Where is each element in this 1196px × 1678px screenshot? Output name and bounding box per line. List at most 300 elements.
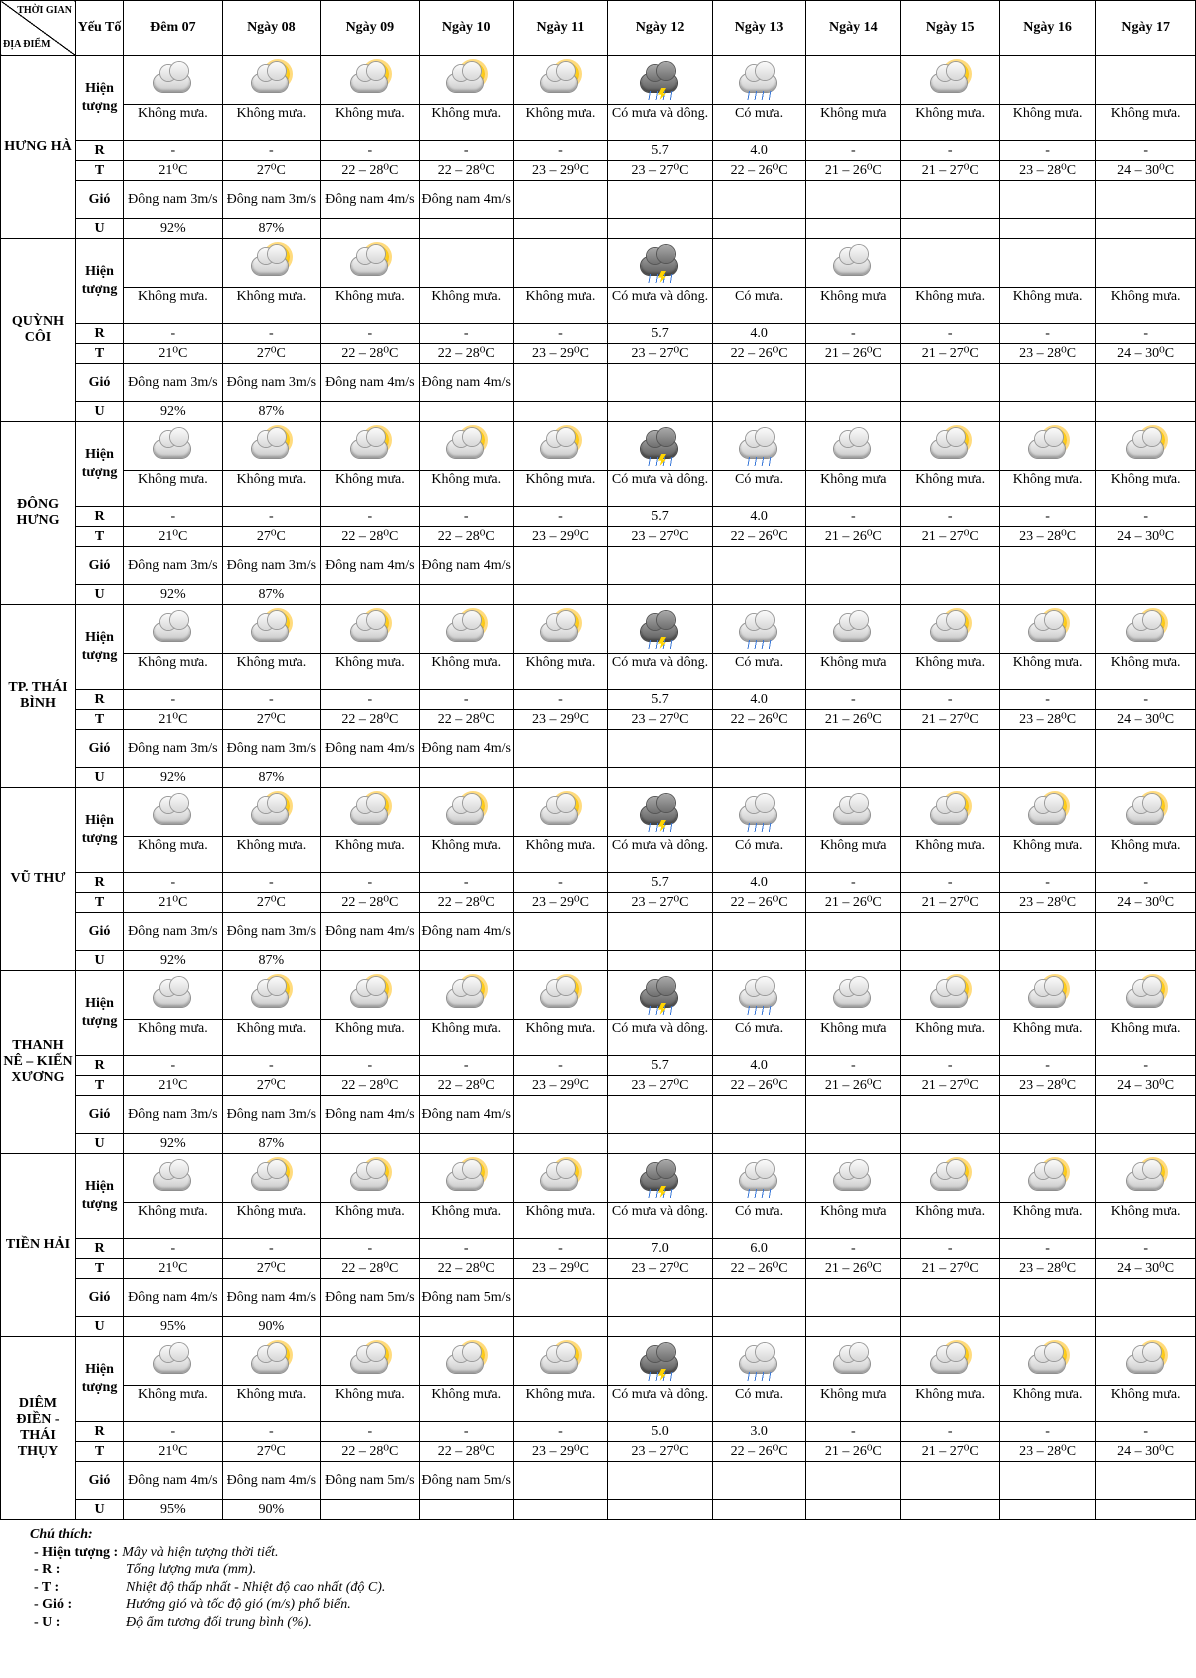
icon-cell xyxy=(419,788,513,837)
rain-cell: - xyxy=(806,873,901,893)
sun-cloud-icon xyxy=(1123,975,1169,1015)
icon-cell xyxy=(124,239,223,288)
temperature-cell: 24 – 30⁰C xyxy=(1096,1442,1196,1462)
element-label-wind: Gió xyxy=(75,1096,123,1134)
cloud-icon xyxy=(351,623,387,641)
temperature-cell: 21 – 27⁰C xyxy=(901,161,1000,181)
humidity-cell xyxy=(712,951,805,971)
icon-cell xyxy=(901,56,1000,105)
temperature-cell: 24 – 30⁰C xyxy=(1096,893,1196,913)
description-cell: Không mưa. xyxy=(1096,471,1196,507)
storm-cloud-icon xyxy=(641,1355,677,1373)
temperature-cell: 22 – 26⁰C xyxy=(712,1442,805,1462)
cloud-icon xyxy=(834,989,870,1007)
temperature-cell: 23 – 28⁰C xyxy=(999,710,1095,730)
element-label-wind: Gió xyxy=(75,181,123,219)
wind-cell xyxy=(608,547,713,585)
wind-cell xyxy=(901,364,1000,402)
day-header: Ngày 16 xyxy=(999,1,1095,56)
icon-row xyxy=(1,1154,1196,1203)
wind-cell xyxy=(806,1279,901,1317)
icon-cell xyxy=(222,1154,321,1203)
humidity-cell xyxy=(806,585,901,605)
rain-cell: - xyxy=(806,690,901,710)
rain-cell: - xyxy=(222,690,321,710)
cloud-icon xyxy=(252,623,288,641)
sun-cloud-icon xyxy=(248,609,294,649)
temperature-cell: 23 – 28⁰C xyxy=(999,527,1095,547)
temperature-cell: 21 – 27⁰C xyxy=(901,710,1000,730)
rain-cell: - xyxy=(806,324,901,344)
legend-value: Mây và hiện tượng thời tiết. xyxy=(122,1544,279,1560)
day-header: Ngày 11 xyxy=(513,1,607,56)
storm-cloud-icon xyxy=(641,806,677,824)
wind-cell: Đông nam 5m/s xyxy=(419,1462,513,1500)
humidity-cell xyxy=(806,951,901,971)
temperature-cell: 21⁰C xyxy=(124,161,223,181)
cloud-icon xyxy=(154,989,190,1007)
icon-cell xyxy=(419,605,513,654)
description-cell: Không mưa. xyxy=(513,837,607,873)
temperature-cell: 27⁰C xyxy=(222,1442,321,1462)
humidity-cell xyxy=(608,402,713,422)
wind-cell: Đông nam 3m/s xyxy=(222,1096,321,1134)
rain-row xyxy=(1,873,1196,893)
humidity-cell xyxy=(321,1317,420,1337)
rain-cell: - xyxy=(1096,507,1196,527)
rain-cell: - xyxy=(222,1422,321,1442)
humidity-cell xyxy=(712,1317,805,1337)
sun-cloud-icon xyxy=(347,609,393,649)
cloudy-icon xyxy=(150,792,196,832)
description-cell: Không mưa xyxy=(806,837,901,873)
description-cell: Có mưa và dông. xyxy=(608,654,713,690)
description-cell: Không mưa. xyxy=(321,837,420,873)
icon-cell xyxy=(712,605,805,654)
description-cell: Có mưa. xyxy=(712,471,805,507)
humidity-cell xyxy=(712,402,805,422)
rain-cell: - xyxy=(901,1056,1000,1076)
rain-cell: - xyxy=(999,507,1095,527)
rain-cell: - xyxy=(901,1422,1000,1442)
icon-row xyxy=(1,1337,1196,1386)
sun-cloud-icon xyxy=(347,792,393,832)
element-label-phenomenon: Hiện tượng xyxy=(75,788,123,873)
legend-key: - R : xyxy=(34,1562,61,1577)
cloud-icon xyxy=(252,74,288,92)
rain-cell: 4.0 xyxy=(712,507,805,527)
wind-row xyxy=(1,364,1196,402)
cloud-icon xyxy=(154,623,190,641)
humidity-cell xyxy=(419,585,513,605)
day-header: Ngày 14 xyxy=(806,1,901,56)
wind-row xyxy=(1,547,1196,585)
humidity-row xyxy=(1,1134,1196,1154)
rain-icon xyxy=(736,60,782,100)
rain-cell: - xyxy=(419,141,513,161)
element-label-t: T xyxy=(75,527,123,547)
legend-item xyxy=(30,1579,1196,1597)
description-cell: Không mưa. xyxy=(124,288,223,324)
description-cell: Không mưa. xyxy=(419,654,513,690)
wind-cell xyxy=(806,913,901,951)
element-label-u: U xyxy=(75,585,123,605)
day-header: Ngày 10 xyxy=(419,1,513,56)
icon-cell xyxy=(222,788,321,837)
wind-cell xyxy=(712,1279,805,1317)
cloud-icon xyxy=(740,989,776,1007)
humidity-cell: 92% xyxy=(124,1134,223,1154)
cloud-icon xyxy=(154,440,190,458)
rain-cell: - xyxy=(999,1239,1095,1259)
icon-row xyxy=(1,788,1196,837)
rain-drops-icon xyxy=(746,1189,774,1198)
temperature-cell: 27⁰C xyxy=(222,1076,321,1096)
wind-cell: Đông nam 4m/s xyxy=(321,913,420,951)
cloud-icon xyxy=(541,440,577,458)
description-cell: Có mưa. xyxy=(712,654,805,690)
wind-cell xyxy=(999,364,1095,402)
element-label-phenomenon: Hiện tượng xyxy=(75,605,123,690)
humidity-cell: 90% xyxy=(222,1317,321,1337)
sun-cloud-icon xyxy=(1025,792,1071,832)
description-cell: Không mưa. xyxy=(419,837,513,873)
cloud-icon xyxy=(740,74,776,92)
cloud-icon xyxy=(252,440,288,458)
description-cell: Không mưa. xyxy=(513,1203,607,1239)
temperature-row xyxy=(1,1259,1196,1279)
humidity-cell xyxy=(712,219,805,239)
icon-cell xyxy=(999,605,1095,654)
description-cell: Không mưa. xyxy=(124,837,223,873)
sun-cloud-icon xyxy=(927,1341,973,1381)
temperature-cell: 21⁰C xyxy=(124,344,223,364)
icon-cell xyxy=(513,605,607,654)
rain-cell: - xyxy=(1096,324,1196,344)
icon-cell xyxy=(712,788,805,837)
sun-cloud-icon xyxy=(537,1341,583,1381)
rain-cell: - xyxy=(999,324,1095,344)
humidity-cell xyxy=(999,951,1095,971)
cloud-icon xyxy=(252,989,288,1007)
cloud-icon xyxy=(154,74,190,92)
icon-cell xyxy=(124,56,223,105)
sun-cloud-icon xyxy=(927,60,973,100)
humidity-cell xyxy=(321,402,420,422)
description-cell: Không mưa. xyxy=(222,1386,321,1422)
storm-cloud-icon xyxy=(641,989,677,1007)
temperature-cell: 27⁰C xyxy=(222,710,321,730)
humidity-cell xyxy=(1096,402,1196,422)
element-label-r: R xyxy=(75,1056,123,1076)
element-label-u: U xyxy=(75,1500,123,1520)
icon-cell xyxy=(1096,422,1196,471)
wind-row xyxy=(1,181,1196,219)
icon-cell xyxy=(321,788,420,837)
rain-cell: - xyxy=(321,690,420,710)
temperature-cell: 23 – 27⁰C xyxy=(608,710,713,730)
element-label-t: T xyxy=(75,893,123,913)
temperature-cell: 22 – 28⁰C xyxy=(321,1259,420,1279)
description-cell: Không mưa xyxy=(806,1203,901,1239)
rain-cell: 5.7 xyxy=(608,507,713,527)
wind-cell xyxy=(712,181,805,219)
icon-cell xyxy=(999,788,1095,837)
icon-cell xyxy=(999,1154,1095,1203)
sun-cloud-icon xyxy=(347,426,393,466)
element-column-header: Yếu Tố xyxy=(75,1,123,56)
humidity-cell xyxy=(419,219,513,239)
temperature-cell: 23 – 29⁰C xyxy=(513,344,607,364)
location-name: HƯNG HÀ xyxy=(1,56,76,239)
icon-cell xyxy=(1096,788,1196,837)
sun-cloud-icon xyxy=(927,975,973,1015)
storm-cloud-icon xyxy=(641,74,677,92)
cloudy-icon xyxy=(830,609,876,649)
cloud-icon xyxy=(252,1172,288,1190)
cloudy-icon xyxy=(830,243,876,283)
day-header: Ngày 09 xyxy=(321,1,420,56)
icon-cell xyxy=(608,1154,713,1203)
sun-cloud-icon xyxy=(1025,1341,1071,1381)
forecast-body xyxy=(1,56,1196,1520)
humidity-cell xyxy=(419,951,513,971)
description-cell: Không mưa. xyxy=(222,1203,321,1239)
rain-cell: - xyxy=(222,324,321,344)
cloud-icon xyxy=(447,623,483,641)
humidity-cell xyxy=(1096,1317,1196,1337)
temperature-cell: 21 – 26⁰C xyxy=(806,1259,901,1279)
humidity-cell: 92% xyxy=(124,585,223,605)
description-cell: Không mưa. xyxy=(1096,105,1196,141)
sun-cloud-icon xyxy=(927,609,973,649)
description-cell: Không mưa. xyxy=(901,1386,1000,1422)
element-label-r: R xyxy=(75,141,123,161)
temperature-cell: 22 – 28⁰C xyxy=(321,161,420,181)
cloud-icon xyxy=(1029,806,1065,824)
element-label-phenomenon: Hiện tượng xyxy=(75,56,123,141)
temperature-cell: 24 – 30⁰C xyxy=(1096,161,1196,181)
sun-cloud-icon xyxy=(443,60,489,100)
description-cell: Có mưa. xyxy=(712,105,805,141)
icon-cell xyxy=(901,1154,1000,1203)
icon-cell xyxy=(124,971,223,1020)
legend-item xyxy=(30,1544,1196,1562)
rain-cell: - xyxy=(513,1056,607,1076)
cloud-icon xyxy=(447,74,483,92)
description-cell: Không mưa. xyxy=(901,654,1000,690)
wind-cell xyxy=(999,913,1095,951)
wind-cell xyxy=(513,547,607,585)
cloud-icon xyxy=(834,1355,870,1373)
description-cell: Không mưa xyxy=(806,654,901,690)
description-cell: Không mưa. xyxy=(901,1203,1000,1239)
cloudy-icon xyxy=(830,1158,876,1198)
icon-cell xyxy=(321,971,420,1020)
description-cell: Không mưa. xyxy=(124,1203,223,1239)
icon-cell xyxy=(321,422,420,471)
rain-cell: - xyxy=(419,873,513,893)
cloudy-icon xyxy=(150,1158,196,1198)
temperature-row xyxy=(1,527,1196,547)
cloudy-icon xyxy=(830,1341,876,1381)
description-cell: Không mưa xyxy=(806,288,901,324)
icon-cell xyxy=(124,1337,223,1386)
rain-row xyxy=(1,1422,1196,1442)
rain-cell: - xyxy=(124,141,223,161)
humidity-cell xyxy=(901,585,1000,605)
humidity-cell xyxy=(513,1317,607,1337)
location-name: QUỲNH CÔI xyxy=(1,239,76,422)
cloudy-icon xyxy=(830,975,876,1015)
legend-key: - T : xyxy=(34,1579,60,1595)
wind-cell xyxy=(999,730,1095,768)
cloud-icon xyxy=(541,1355,577,1373)
wind-cell: Đông nam 4m/s xyxy=(222,1279,321,1317)
humidity-cell xyxy=(712,1500,805,1520)
element-label-u: U xyxy=(75,768,123,788)
icon-cell xyxy=(806,1337,901,1386)
humidity-cell xyxy=(712,585,805,605)
rain-cell: - xyxy=(1096,1239,1196,1259)
wind-cell xyxy=(901,181,1000,219)
location-name: DIÊM ĐIỀN - THÁI THỤY xyxy=(1,1337,76,1520)
humidity-cell xyxy=(999,768,1095,788)
humidity-cell xyxy=(321,1500,420,1520)
rain-cell: 4.0 xyxy=(712,873,805,893)
humidity-cell xyxy=(901,1317,1000,1337)
rain-cell: - xyxy=(999,141,1095,161)
temperature-cell: 21 – 26⁰C xyxy=(806,1076,901,1096)
temperature-cell: 24 – 30⁰C xyxy=(1096,1259,1196,1279)
sun-cloud-icon xyxy=(347,243,393,283)
temperature-cell: 21 – 27⁰C xyxy=(901,344,1000,364)
wind-cell xyxy=(901,1096,1000,1134)
cloud-icon xyxy=(351,806,387,824)
rain-cell: - xyxy=(321,324,420,344)
wind-cell: Đông nam 4m/s xyxy=(321,181,420,219)
rain-cell: - xyxy=(419,1239,513,1259)
cloud-icon xyxy=(351,989,387,1007)
storm-cloud-icon xyxy=(641,257,677,275)
thunderstorm-icon xyxy=(637,426,683,466)
description-cell: Không mưa. xyxy=(999,471,1095,507)
temperature-cell: 21 – 27⁰C xyxy=(901,1442,1000,1462)
sun-cloud-icon xyxy=(1025,975,1071,1015)
rain-cell: - xyxy=(999,690,1095,710)
description-cell: Không mưa. xyxy=(513,105,607,141)
description-cell: Không mưa. xyxy=(1096,837,1196,873)
temperature-cell: 22 – 26⁰C xyxy=(712,893,805,913)
rain-cell: 5.7 xyxy=(608,324,713,344)
cloud-icon xyxy=(154,806,190,824)
rain-cell: - xyxy=(513,507,607,527)
description-cell: Không mưa. xyxy=(513,288,607,324)
cloud-icon xyxy=(447,989,483,1007)
icon-cell xyxy=(513,1337,607,1386)
rain-cell: - xyxy=(124,1422,223,1442)
legend xyxy=(0,1520,1196,1631)
humidity-cell xyxy=(806,1317,901,1337)
cloud-icon xyxy=(154,1355,190,1373)
rain-cell: - xyxy=(999,873,1095,893)
description-cell: Không mưa. xyxy=(1096,1386,1196,1422)
cloud-icon xyxy=(447,806,483,824)
description-cell: Không mưa. xyxy=(222,837,321,873)
wind-cell xyxy=(608,181,713,219)
humidity-cell xyxy=(513,768,607,788)
temperature-cell: 27⁰C xyxy=(222,527,321,547)
description-cell: Không mưa. xyxy=(419,1020,513,1056)
icon-cell xyxy=(321,605,420,654)
description-cell: Có mưa. xyxy=(712,288,805,324)
icon-cell xyxy=(901,1337,1000,1386)
element-label-wind: Gió xyxy=(75,913,123,951)
wind-cell: Đông nam 3m/s xyxy=(222,913,321,951)
icon-cell xyxy=(806,422,901,471)
rain-cell: - xyxy=(419,324,513,344)
cloud-icon xyxy=(351,1355,387,1373)
temperature-cell: 21 – 26⁰C xyxy=(806,1442,901,1462)
icon-cell xyxy=(901,788,1000,837)
rain-cell: - xyxy=(513,690,607,710)
humidity-cell xyxy=(806,1500,901,1520)
cloud-icon xyxy=(252,1355,288,1373)
cloud-icon xyxy=(154,1172,190,1190)
icon-cell xyxy=(712,1154,805,1203)
icon-cell xyxy=(712,422,805,471)
icon-cell xyxy=(321,239,420,288)
temperature-cell: 22 – 28⁰C xyxy=(419,527,513,547)
wind-cell xyxy=(712,364,805,402)
temperature-cell: 23 – 28⁰C xyxy=(999,161,1095,181)
cloud-icon xyxy=(740,1172,776,1190)
sun-cloud-icon xyxy=(248,975,294,1015)
rain-cell: - xyxy=(806,1056,901,1076)
wind-cell xyxy=(712,1096,805,1134)
description-cell: Không mưa. xyxy=(901,837,1000,873)
cloud-icon xyxy=(931,806,967,824)
humidity-cell xyxy=(806,219,901,239)
cloud-icon xyxy=(351,74,387,92)
temperature-cell: 23 – 27⁰C xyxy=(608,161,713,181)
humidity-cell xyxy=(999,219,1095,239)
cloudy-icon xyxy=(150,975,196,1015)
description-cell: Có mưa và dông. xyxy=(608,288,713,324)
day-header: Đêm 07 xyxy=(124,1,223,56)
humidity-cell: 95% xyxy=(124,1317,223,1337)
icon-cell xyxy=(806,56,901,105)
humidity-cell: 87% xyxy=(222,219,321,239)
temperature-cell: 21 – 26⁰C xyxy=(806,527,901,547)
cloud-icon xyxy=(447,1172,483,1190)
cloud-icon xyxy=(1127,623,1163,641)
rain-cell: - xyxy=(321,507,420,527)
icon-cell xyxy=(806,239,901,288)
cloud-icon xyxy=(252,806,288,824)
rain-drops-icon xyxy=(746,1006,774,1015)
humidity-cell: 92% xyxy=(124,402,223,422)
cloud-icon xyxy=(541,806,577,824)
wind-cell: Đông nam 4m/s xyxy=(321,547,420,585)
wind-cell xyxy=(806,1096,901,1134)
thunderstorm-icon xyxy=(637,60,683,100)
wind-row xyxy=(1,1096,1196,1134)
icon-row xyxy=(1,971,1196,1020)
temperature-cell: 21 – 26⁰C xyxy=(806,344,901,364)
wind-cell xyxy=(901,1462,1000,1500)
cloud-icon xyxy=(834,1172,870,1190)
